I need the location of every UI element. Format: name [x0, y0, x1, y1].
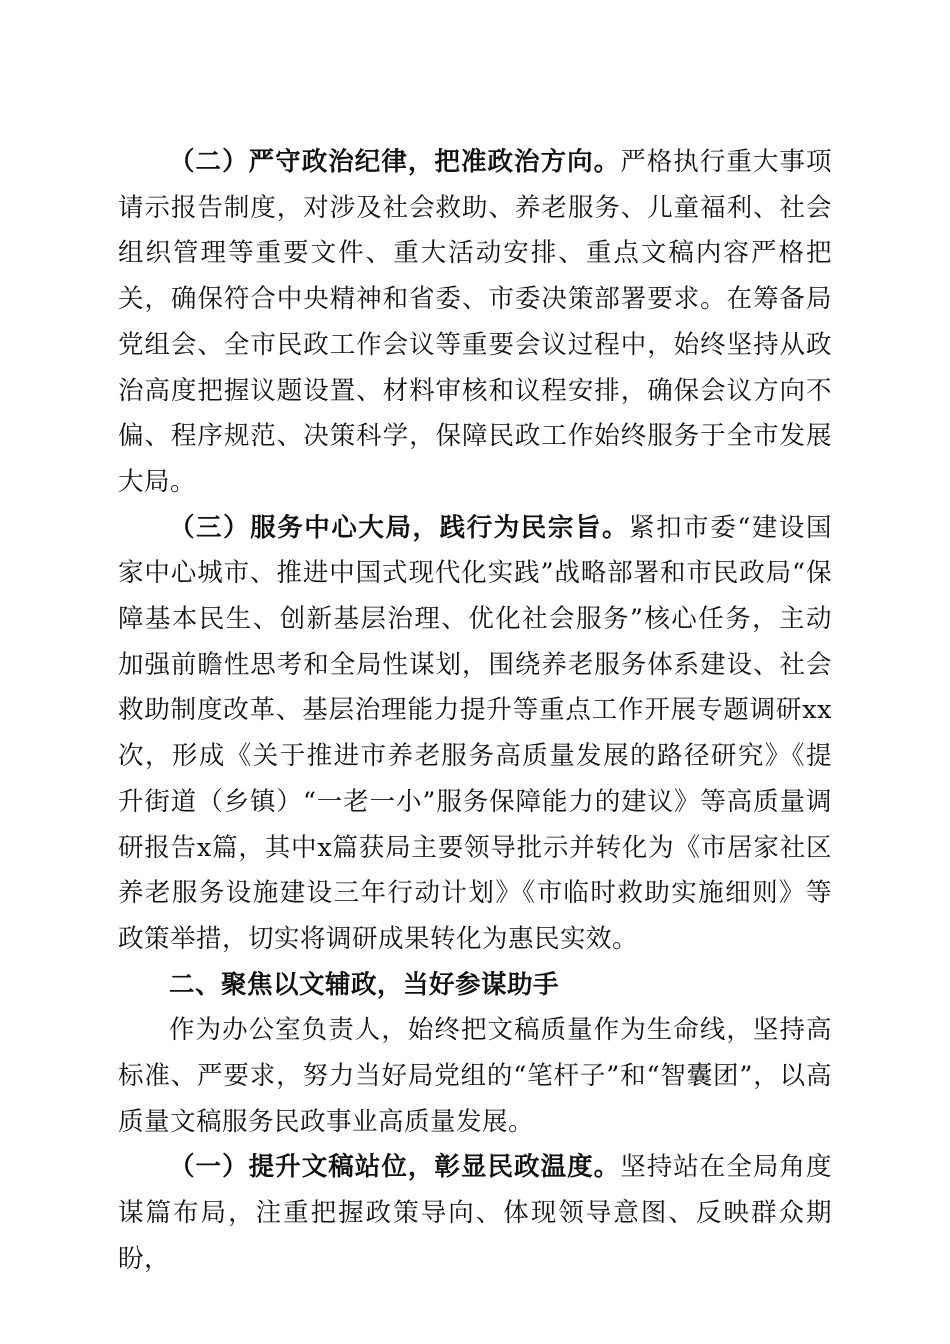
section-heading: 二、聚焦以文辅政，当好参谋助手: [169, 969, 560, 1000]
paragraph-lead: （一）提升文稿站位，彰显民政温度。: [169, 1152, 621, 1183]
paragraph-serve-overall: [118, 506, 832, 963]
paragraph-intro: 作为办公室负责人，始终把文稿质量作为生命线，坚持高标准、严要求，努力当好局党组的“笔杆子”和“智囊团”，以高质量文稿服务民政事业高质量发展。: [118, 1015, 832, 1137]
paragraph-body: 坚持站在全局角度谋篇布局，注重把握政策导向、体现领导意图、反映群众期盼，: [118, 1152, 832, 1274]
paragraph-political-discipline: [118, 140, 832, 506]
paragraph-lead: （二）严守政治纪律，把准政治方向。: [169, 147, 621, 177]
paragraph-manuscript-standing: [118, 1145, 832, 1282]
document-page: [118, 140, 832, 1283]
paragraph-body: 严格执行重大事项请示报告制度，对涉及社会救助、养老服务、儿童福利、社会组织管理等重要文件、重大活动安排、重点文稿内容严格把关，确保符合中央精神和省委、市委决策部署要求。在筹备局党组会、全市民政工作会议等重要会议过程中，始终坚持从政治高度把握议题设置、材料审核和议程安排，确保会议方向不偏、程序规范、决策科学，保障民政工作始终服务于全市发展大局。: [118, 147, 832, 497]
paragraph-lead: （三）服务中心大局，践行为民宗旨。: [169, 512, 630, 543]
paragraph-body: 紧扣市委“建设国家中心城市、推进中国式现代化实践”战略部署和市民政局“保障基本民生、创新基层治理、优化社会服务”核心任务，主动加强前瞻性思考和全局性谋划，围绕养老服务体系建设、社会救助制度改革、基层治理能力提升等重点工作开展专题调研xx次，形成《关于推进市养老服务高质量发展的路径研究》《提升街道（乡镇）“一老一小”服务保障能力的建议》等高质量调研报告x篇，其中x篇获局主要领导批示并转化为《市居家社区养老服务设施建设三年行动计划》《市临时救助实施细则》等政策举措，切实将调研成果转化为惠民实效。: [118, 512, 832, 954]
